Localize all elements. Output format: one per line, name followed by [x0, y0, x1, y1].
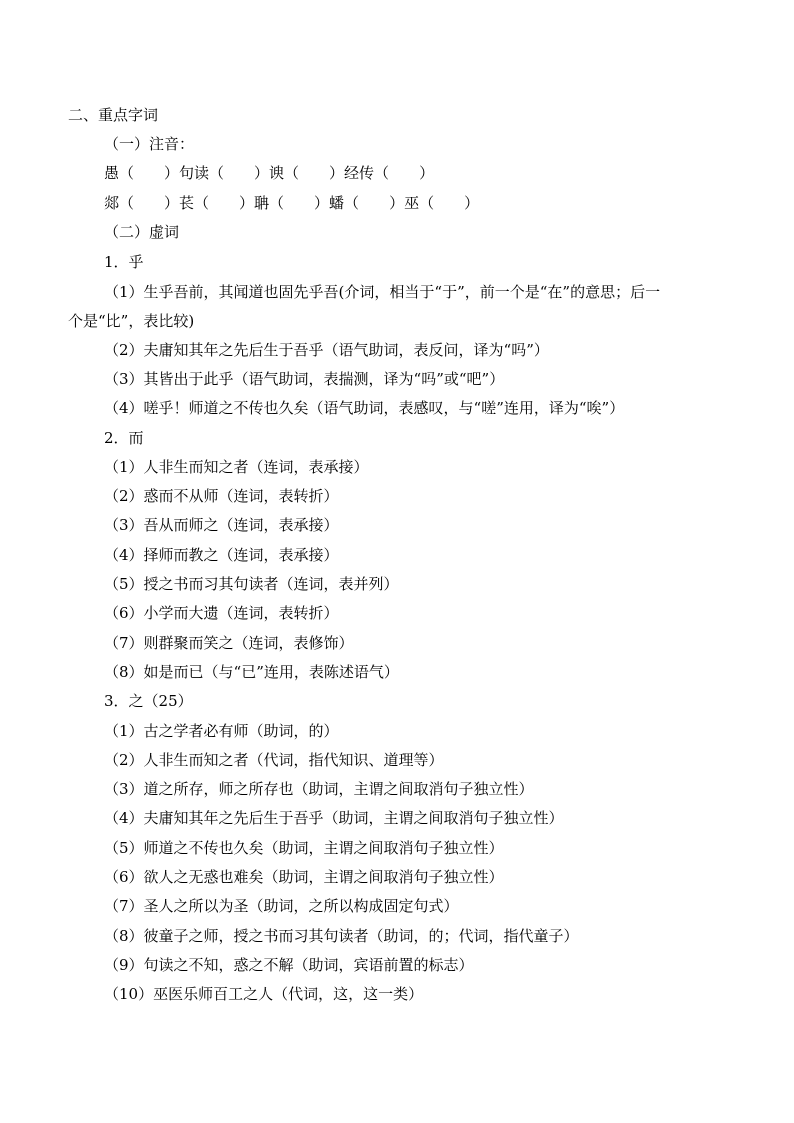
- zhi-item: （4）夫庸知其年之先后生于吾乎（助词，主谓之间取消句子独立性）: [104, 809, 564, 827]
- pinyin-row-2: [104, 193, 479, 213]
- er-item: （5）授之书而习其句读者（连词，表并列）: [104, 575, 399, 593]
- zhi-item: （3）道之所存，师之所存也（助词，主谓之间取消句子独立性）: [104, 780, 534, 798]
- er-item: （2）惑而不从师（连词，表转折）: [104, 487, 339, 505]
- hu-item: （4）嗟乎！师道之不传也久矣（语气助词，表感叹，与“嗟”连用，译为“唉”）: [104, 399, 625, 417]
- zhi-item: （10）巫医乐师百工之人（代词，这，这一类）: [104, 985, 424, 1003]
- zhi-item: （1）古之学者必有师（助词，的）: [104, 722, 339, 740]
- pinyin-word: 愚（: [104, 164, 135, 182]
- zhi-item: （9）句读之不知，惑之不解（助词，宾语前置的标志）: [104, 956, 474, 974]
- hu-item: （2）夫庸知其年之先后生于吾乎（语气助词，表反问，译为“吗”）: [104, 341, 549, 359]
- er-item: （8）如是而已（与“已”连用，表陈述语气）: [104, 663, 399, 681]
- section-title: 二、重点字词: [68, 106, 159, 124]
- pinyin-word: ）苌（: [164, 194, 210, 212]
- pinyin-word: ）句读（: [164, 164, 225, 182]
- er-item: （7）则群聚而笑之（连词，表修饰）: [104, 634, 354, 652]
- pinyin-word: ）谀（: [254, 164, 300, 182]
- function-words-heading: （二）虚词: [104, 223, 180, 241]
- pinyin-word: ）: [464, 194, 480, 212]
- er-title: 2．而: [104, 429, 144, 447]
- zhi-title: 3．之（25）: [104, 692, 193, 710]
- zhi-item: （5）师道之不传也久矣（助词，主谓之间取消句子独立性）: [104, 839, 504, 857]
- er-item: （4）择师而教之（连词，表承接）: [104, 546, 339, 564]
- hu-item-1-line-1: （1）生乎吾前，其闻道也固先乎吾(介词，相当于“于”，前一个是“在”的意思；后一: [104, 283, 661, 301]
- hu-item-1-line-2: 个是“比”，表比较): [68, 312, 195, 330]
- zhi-item: （8）彼童子之师，授之书而习其句读者（助词，的；代词，指代童子）: [104, 927, 579, 945]
- zhi-item: （7）圣人之所以为圣（助词，之所以构成固定句式）: [104, 897, 459, 915]
- er-item: （3）吾从而师之（连词，表承接）: [104, 516, 339, 534]
- hu-item: （3）其皆出于此乎（语气助词，表揣测，译为“吗”或“吧”）: [104, 370, 505, 388]
- pinyin-row-1: [104, 163, 434, 183]
- hu-title: 1．乎: [104, 253, 144, 271]
- pinyin-word: ）蟠（: [314, 194, 360, 212]
- zhi-item: （6）欲人之无惑也难矣（助词，主谓之间取消句子独立性）: [104, 868, 504, 886]
- er-item: （6）小学而大遗（连词，表转折）: [104, 604, 339, 622]
- pinyin-heading: （一）注音：: [104, 135, 195, 153]
- pinyin-word: 郯（: [104, 194, 135, 212]
- zhi-item: （2）人非生而知之者（代词，指代知识、道理等）: [104, 751, 444, 769]
- er-item: （1）人非生而知之者（连词，表承接）: [104, 458, 369, 476]
- pinyin-word: ）巫（: [389, 194, 435, 212]
- pinyin-word: ）经传（: [329, 164, 390, 182]
- pinyin-word: ）: [419, 164, 435, 182]
- pinyin-word: ）聃（: [239, 194, 285, 212]
